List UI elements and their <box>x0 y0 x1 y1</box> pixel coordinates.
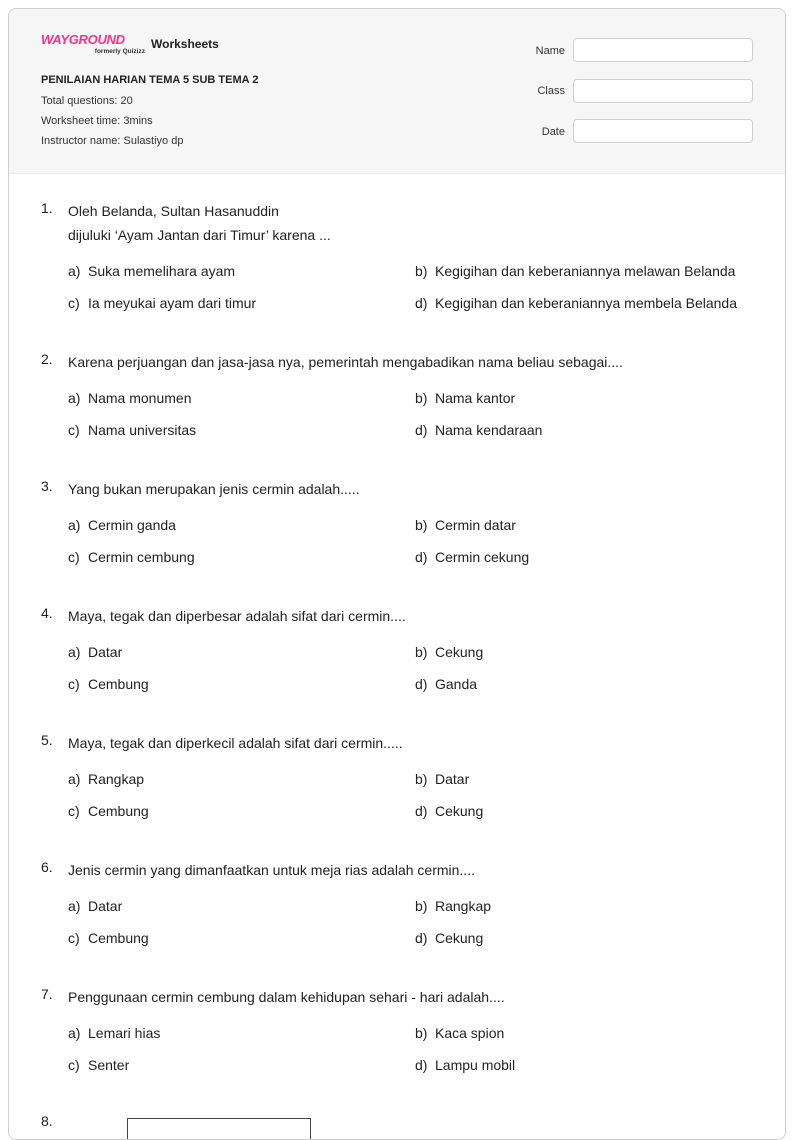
worksheet-time: Worksheet time: 3mins <box>41 115 153 127</box>
option-letter: d) <box>415 930 428 946</box>
option-letter: c) <box>68 930 80 946</box>
option-letter: d) <box>415 803 428 819</box>
option-c[interactable] <box>68 1057 129 1073</box>
option-d[interactable] <box>415 676 477 692</box>
name-field[interactable] <box>573 38 753 62</box>
date-label: Date <box>541 126 565 138</box>
option-letter: a) <box>68 771 81 787</box>
option-c[interactable] <box>68 803 149 819</box>
question-3 <box>41 477 761 577</box>
option-d[interactable] <box>415 803 483 819</box>
option-b[interactable] <box>415 898 491 914</box>
option-a[interactable] <box>68 263 235 279</box>
question-8 <box>41 1112 761 1140</box>
name-label: Name <box>535 45 565 57</box>
option-letter: b) <box>415 263 428 279</box>
instructor-name: Instructor name: Sulastiyo dp <box>41 135 184 147</box>
option-letter: d) <box>415 549 428 565</box>
class-field[interactable] <box>573 79 753 103</box>
option-text: Ia meyukai ayam dari timur <box>88 295 257 311</box>
question-text: Jenis cermin yang dimanfaatkan untuk meja rias adalah cermin.... <box>68 862 475 878</box>
option-text: Cermin cembung <box>88 549 195 565</box>
question-2 <box>41 350 761 450</box>
option-d[interactable] <box>415 549 529 565</box>
option-text: Kegigihan dan keberaniannya membela Belanda <box>435 295 737 311</box>
question-number: 7. <box>41 986 53 1002</box>
option-letter: b) <box>415 644 428 660</box>
option-text: Nama universitas <box>88 422 197 438</box>
option-text: Cermin ganda <box>88 517 176 533</box>
option-letter: c) <box>68 422 80 438</box>
option-c[interactable] <box>68 676 149 692</box>
option-b[interactable] <box>415 771 469 787</box>
option-a[interactable] <box>68 1025 160 1041</box>
question-1 <box>41 199 761 319</box>
question-6 <box>41 858 761 958</box>
worksheet-header <box>9 9 785 174</box>
option-letter: b) <box>415 517 428 533</box>
option-letter: a) <box>68 1025 81 1041</box>
question-number: 3. <box>41 478 53 494</box>
question-number: 6. <box>41 859 53 875</box>
question-text: Yang bukan merupakan jenis cermin adalah..... <box>68 481 360 497</box>
option-text: Datar <box>88 644 123 660</box>
option-text: Kegigihan dan keberaniannya melawan Belanda <box>435 263 736 279</box>
option-text: Datar <box>88 898 123 914</box>
logo-subtext: formerly Quizizz <box>94 48 145 55</box>
option-b[interactable] <box>415 644 483 660</box>
section-label: Worksheets <box>151 37 219 51</box>
option-text: Cembung <box>88 803 149 819</box>
option-c[interactable] <box>68 930 149 946</box>
question-text: Penggunaan cermin cembung dalam kehidupan sehari - hari adalah.... <box>68 989 505 1005</box>
option-letter: d) <box>415 295 428 311</box>
option-a[interactable] <box>68 644 122 660</box>
option-letter: b) <box>415 771 428 787</box>
option-a[interactable] <box>68 771 144 787</box>
question-number: 2. <box>41 351 53 367</box>
option-d[interactable] <box>415 1057 515 1073</box>
option-letter: c) <box>68 676 80 692</box>
option-letter: b) <box>415 898 428 914</box>
question-text: Maya, tegak dan diperkecil adalah sifat dari cermin..... <box>68 735 403 751</box>
option-letter: a) <box>68 898 81 914</box>
option-d[interactable] <box>415 422 542 438</box>
option-a[interactable] <box>68 898 122 914</box>
option-letter: a) <box>68 390 81 406</box>
option-b[interactable] <box>415 390 515 406</box>
option-text: Cekung <box>435 930 484 946</box>
worksheet-title: PENILAIAN HARIAN TEMA 5 SUB TEMA 2 <box>41 74 259 86</box>
option-letter: b) <box>415 390 428 406</box>
option-text: Cembung <box>88 930 149 946</box>
option-text: Lampu mobil <box>435 1057 516 1073</box>
total-questions: Total questions: 20 <box>41 95 133 107</box>
option-text: Cembung <box>88 676 149 692</box>
option-text: Ganda <box>435 676 478 692</box>
date-field[interactable] <box>573 119 753 143</box>
option-b[interactable] <box>415 517 516 533</box>
question-text-line-1: Oleh Belanda, Sultan Hasanuddin <box>68 203 279 219</box>
question-number: 8. <box>41 1113 53 1129</box>
question-text: Karena perjuangan dan jasa-jasa nya, pemerintah mengabadikan nama beliau sebagai.... <box>68 354 623 370</box>
option-b[interactable] <box>415 1025 504 1041</box>
option-text: Datar <box>435 771 470 787</box>
option-b[interactable] <box>415 263 735 279</box>
question-number: 4. <box>41 605 53 621</box>
option-letter: a) <box>68 263 81 279</box>
option-c[interactable] <box>68 422 196 438</box>
question-5 <box>41 731 761 831</box>
option-letter: c) <box>68 803 80 819</box>
option-text: Nama kendaraan <box>435 422 543 438</box>
question-number: 1. <box>41 200 53 216</box>
option-letter: a) <box>68 644 81 660</box>
question-image-box <box>127 1118 311 1140</box>
option-letter: c) <box>68 1057 80 1073</box>
option-text: Rangkap <box>88 771 145 787</box>
question-4 <box>41 604 761 704</box>
option-letter: b) <box>415 1025 428 1041</box>
class-label: Class <box>537 85 565 97</box>
option-letter: c) <box>68 549 80 565</box>
option-text: Cekung <box>435 803 484 819</box>
option-letter: a) <box>68 517 81 533</box>
option-letter: d) <box>415 1057 428 1073</box>
option-d[interactable] <box>415 930 483 946</box>
option-text: Cekung <box>435 644 484 660</box>
logo-wordmark: WAYGROUND <box>41 32 125 47</box>
option-letter: c) <box>68 295 80 311</box>
option-a[interactable] <box>68 390 192 406</box>
question-text <box>68 199 758 247</box>
wayground-logo <box>41 33 145 59</box>
question-text-line-2: dijuluki ‘Ayam Jantan dari Timur’ karena ... <box>68 227 331 243</box>
option-text: Nama kantor <box>435 390 516 406</box>
option-text: Cermin datar <box>435 517 516 533</box>
option-c[interactable] <box>68 295 256 311</box>
question-7 <box>41 985 761 1085</box>
option-text: Cermin cekung <box>435 549 530 565</box>
option-c[interactable] <box>68 549 195 565</box>
option-text: Nama monumen <box>88 390 192 406</box>
option-a[interactable] <box>68 517 176 533</box>
question-text: Maya, tegak dan diperbesar adalah sifat dari cermin.... <box>68 608 406 624</box>
option-letter: d) <box>415 422 428 438</box>
option-text: Senter <box>88 1057 130 1073</box>
option-text: Kaca spion <box>435 1025 505 1041</box>
option-text: Suka memelihara ayam <box>88 263 236 279</box>
worksheet-page <box>8 8 786 1140</box>
option-d[interactable] <box>415 295 737 311</box>
option-letter: d) <box>415 676 428 692</box>
option-text: Lemari hias <box>88 1025 161 1041</box>
question-number: 5. <box>41 732 53 748</box>
option-text: Rangkap <box>435 898 492 914</box>
